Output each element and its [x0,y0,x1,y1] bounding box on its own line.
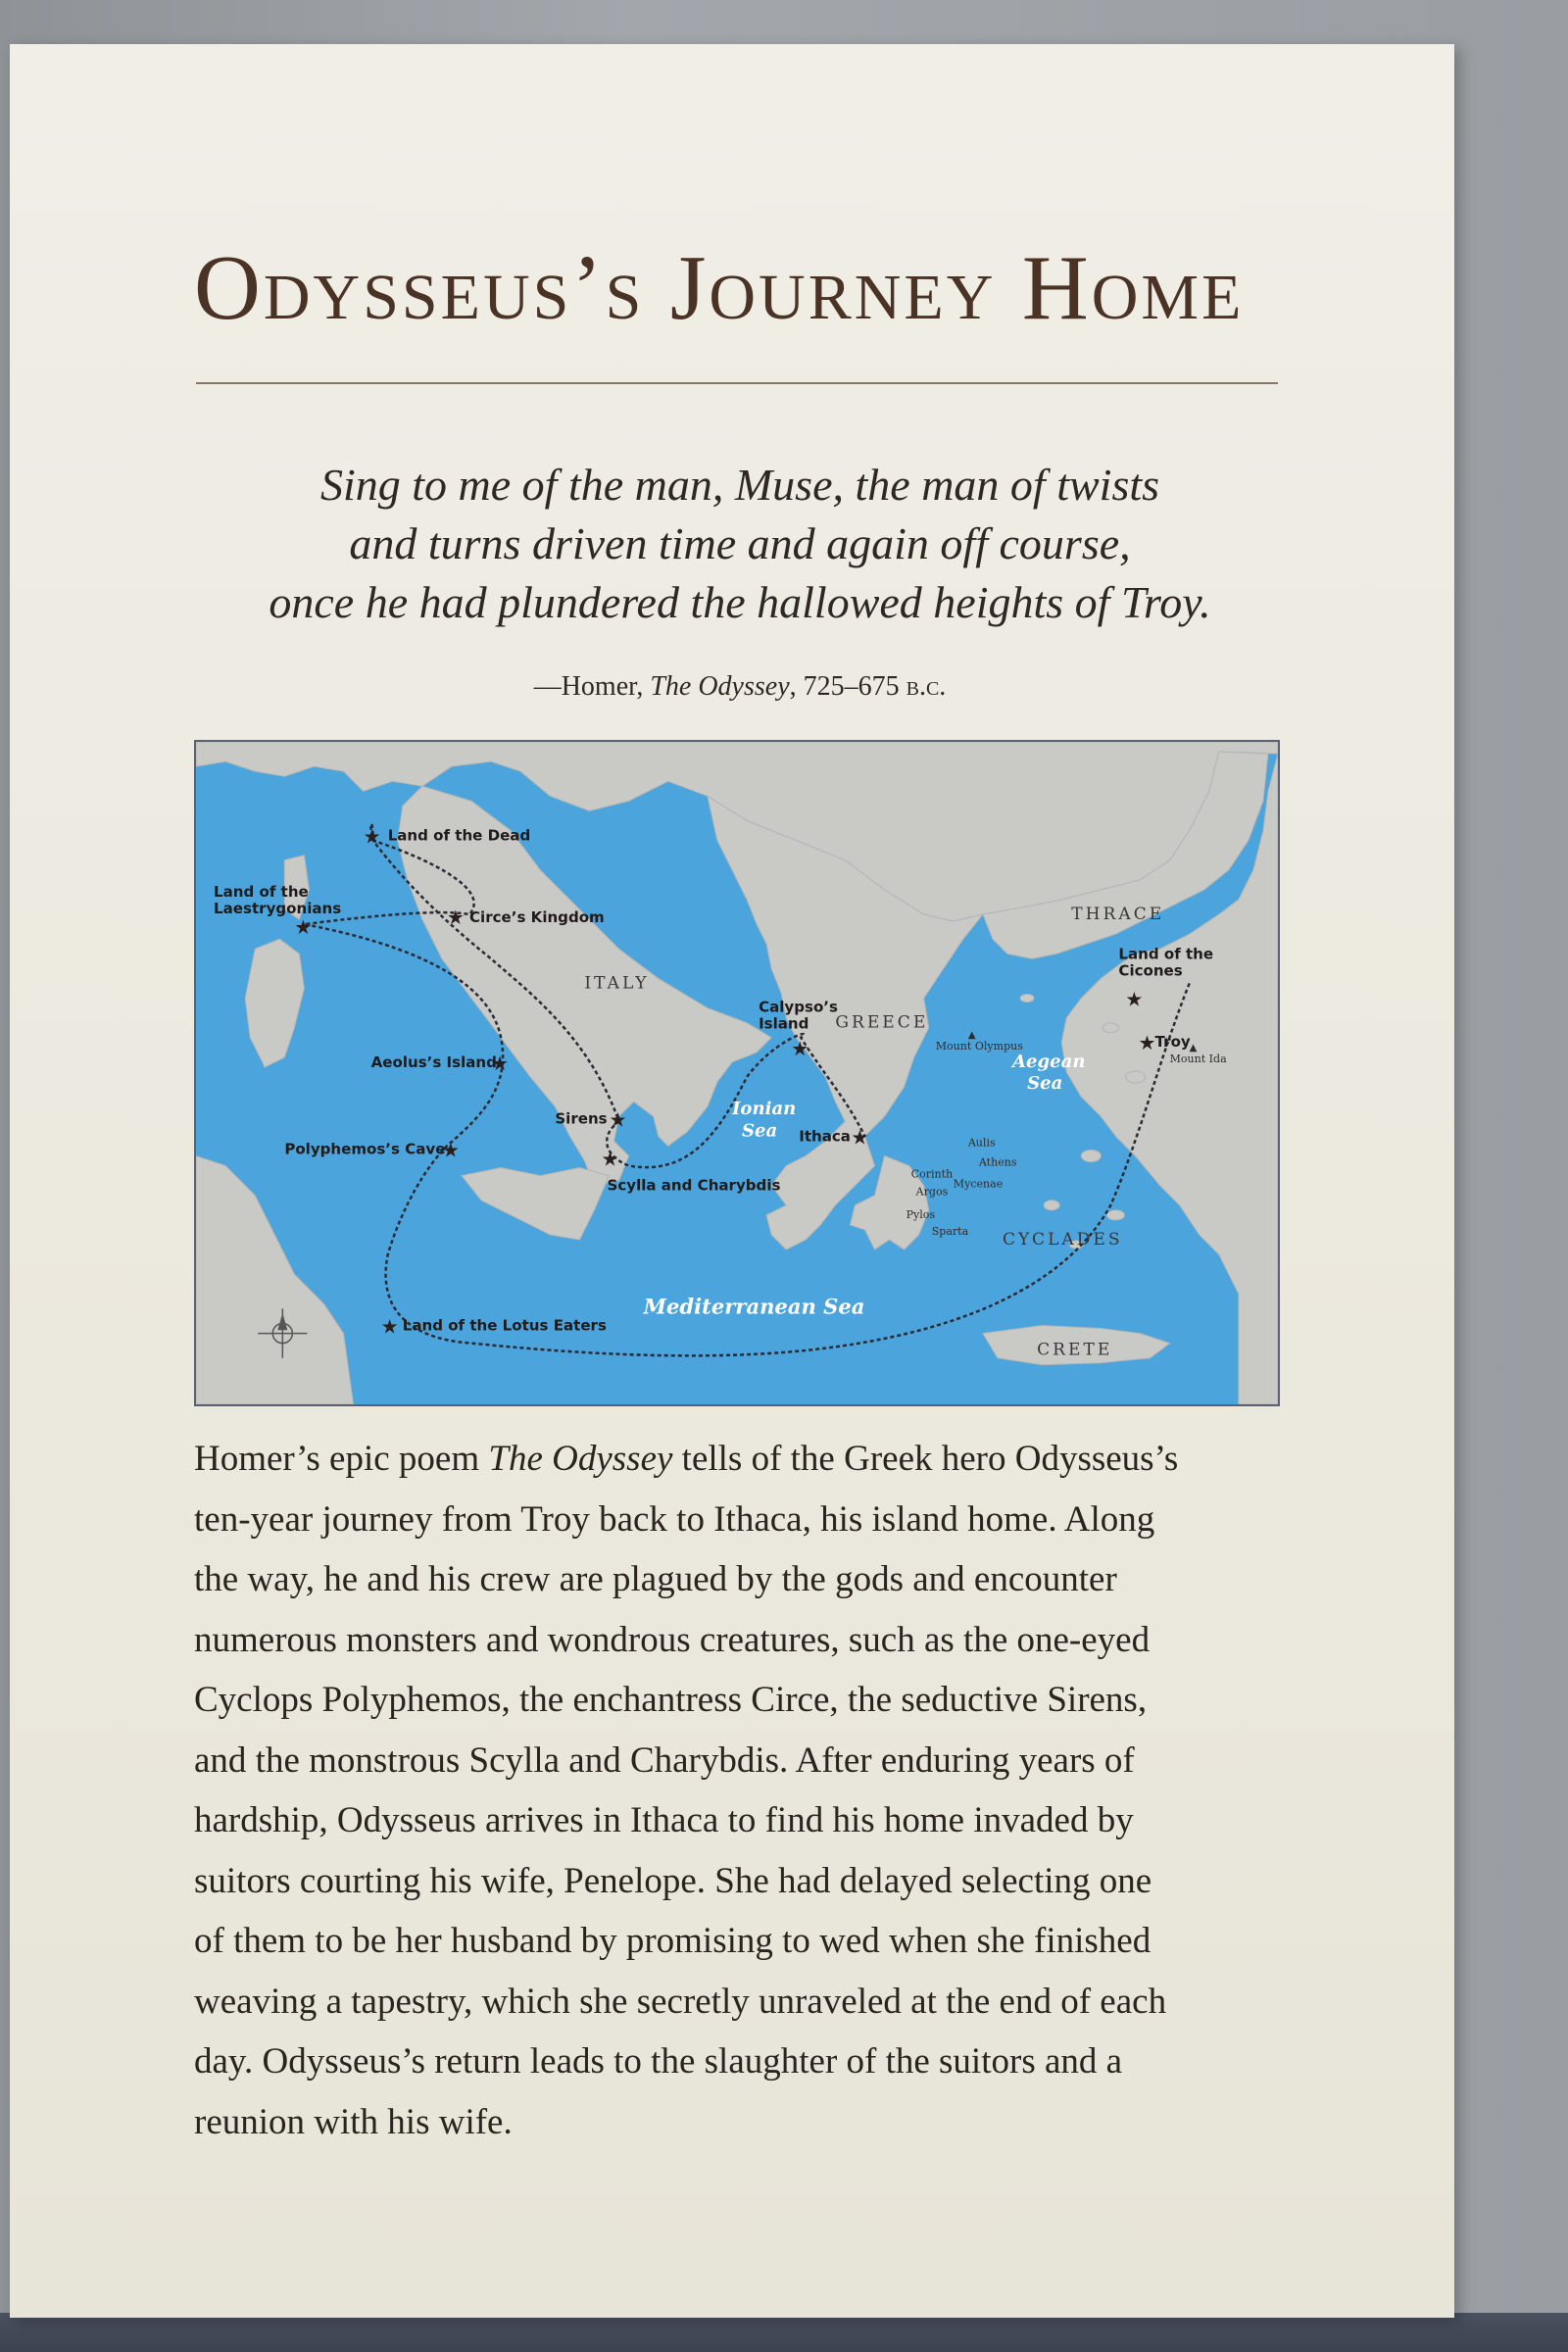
label-circes-kingdom: Circe’s Kingdom [469,908,605,927]
label-aegean-line1: Aegean [1012,1051,1086,1072]
star-icon: ★ [363,824,381,849]
mountain-icon: ▲ [967,1029,976,1041]
label-pylos: Pylos [906,1207,936,1221]
paragraph-line: weaving a tapestry, which she secretly unraveled at the end of each [194,1981,1167,2022]
label-land-of-the-dead: Land of the Dead [387,826,531,845]
paragraph-line: the way, he and his crew are plagued by the gods and encounter [194,1559,1117,1599]
label-mediterranean: Mediterranean Sea [643,1294,865,1319]
paragraph-line: Cyclops Polyphemos, the enchantress Circe, the seductive Sirens, [194,1680,1148,1720]
label-italy: ITALY [584,973,650,994]
label-cicones-line1: Land of the [1118,945,1214,963]
floor-strip [0,2313,1568,2352]
label-troy: Troy [1154,1032,1191,1051]
island [1044,1200,1059,1210]
paragraph-line: hardship, Odysseus arrives in Ithaca to find his home invaded by [194,1800,1134,1840]
label-mycenae: Mycenae [953,1177,1004,1191]
attribution-dates: , 725–675 [789,671,906,702]
star-icon: ★ [446,906,465,930]
label-laestrygonians-line1: Land of the [214,882,309,901]
label-lotus-eaters: Land of the Lotus Eaters [402,1316,607,1335]
star-icon: ★ [441,1138,460,1162]
paragraph-line: ten-year journey from Troy back to Ithaca, his island home. Along [194,1498,1155,1540]
paragraph-line: day. Odysseus’s return leads to the slaughter of the suitors and a [194,2041,1123,2082]
paragraph-line: numerous monsters and wondrous creatures, such as the one-eyed [194,1619,1151,1660]
description-paragraph [194,1429,1282,2152]
label-polyphemos-cave: Polyphemos’s Cave [284,1140,446,1158]
paragraph-text: tells of the Greek hero Odysseus’s [672,1439,1179,1479]
label-calypso-line2: Island [759,1014,809,1033]
island [1102,1023,1118,1033]
star-icon: ★ [491,1051,510,1075]
label-sparta: Sparta [931,1224,969,1238]
attribution-work: The Odyssey [650,671,790,702]
star-icon: ★ [294,915,313,940]
paragraph-line: of them to be her husband by promising to wed when she finished [194,1921,1152,1961]
label-ionian-line1: Ionian [731,1099,797,1120]
label-mount-ida: Mount Ida [1169,1052,1227,1065]
attribution-prefix: —Homer, [533,671,651,702]
island [1020,995,1034,1003]
paragraph-work-title: The Odyssey [488,1439,673,1479]
star-icon: ★ [609,1107,627,1132]
journey-map [194,740,1280,1406]
label-thrace: THRACE [1071,905,1165,925]
label-argos: Argos [915,1185,949,1199]
map-graphic [196,742,1278,1404]
island [1106,1210,1124,1220]
star-icon: ★ [380,1314,399,1339]
quote-attribution [186,671,1294,703]
star-icon: ★ [791,1036,809,1060]
label-ithaca: Ithaca [799,1127,851,1146]
quote-line: Sing to me of the man, Muse, the man of twists [319,460,1160,510]
label-aulis: Aulis [967,1136,996,1150]
label-athens: Athens [978,1155,1017,1169]
label-crete: CRETE [1037,1340,1113,1360]
mountain-icon: ▲ [1189,1042,1198,1054]
paragraph-text: Homer’s epic poem [194,1439,489,1479]
star-icon: ★ [601,1147,619,1171]
quote-line: and turns driven time and again off course, [349,518,1131,568]
quote-line: once he had plundered the hallowed heights of Troy. [269,577,1211,627]
title-divider [196,382,1278,384]
paragraph-line: suitors courting his wife, Penelope. She had delayed selecting one [194,1860,1152,1901]
star-icon: ★ [851,1125,869,1150]
label-laestrygonians-line2: Laestrygonians [214,900,342,918]
label-corinth: Corinth [910,1167,954,1181]
label-ionian-line2: Sea [742,1120,778,1142]
paragraph-line: reunion with his wife. [194,2101,513,2142]
label-mount-olympus: Mount Olympus [935,1039,1023,1053]
label-greece: GREECE [835,1012,929,1033]
island [1125,1071,1145,1083]
label-cicones-line2: Cicones [1118,961,1183,980]
sign-title: Odysseus’s Journey Home [194,237,1245,339]
label-calypso-line1: Calypso’s [759,998,838,1016]
paragraph-line [194,1429,1282,1490]
label-aeolus-island: Aeolus’s Island [370,1053,497,1071]
label-sirens: Sirens [555,1109,608,1128]
label-aegean-line2: Sea [1027,1073,1063,1095]
paragraph-line: and the monstrous Scylla and Charybdis. After enduring years of [194,1740,1135,1781]
epigraph-quote [186,456,1294,632]
label-scylla-charybdis: Scylla and Charybdis [607,1176,781,1195]
star-icon: ★ [1125,987,1144,1011]
star-icon: ★ [1138,1030,1156,1054]
museum-sign-panel [10,44,1454,2318]
island [1081,1150,1101,1161]
attribution-era: b.c. [906,671,947,702]
label-cyclades: CYCLADES [1002,1230,1123,1250]
